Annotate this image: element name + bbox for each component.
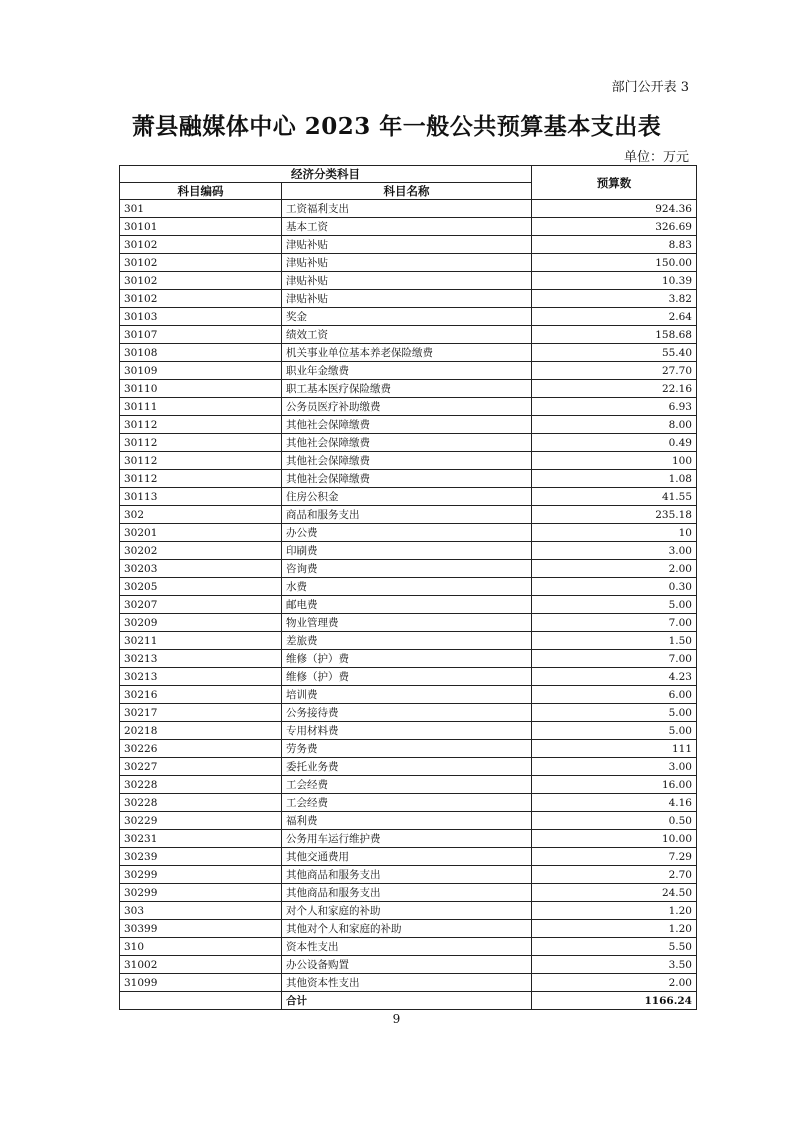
code-cell: 20218	[120, 722, 282, 740]
amount-cell: 1.08	[532, 470, 697, 488]
code-cell: 30102	[120, 254, 282, 272]
table-row	[120, 290, 697, 308]
table-row	[120, 416, 697, 434]
code-cell: 30229	[120, 812, 282, 830]
page-title: 萧县融媒体中心 2023 年一般公共预算基本支出表	[131, 113, 662, 140]
code-cell: 30231	[120, 830, 282, 848]
amount-cell: 1.50	[532, 632, 697, 650]
table-row	[120, 452, 697, 470]
name-cell: 维修（护）费	[282, 668, 532, 686]
name-cell: 劳务费	[282, 740, 532, 758]
name-cell: 福利费	[282, 812, 532, 830]
amount-cell: 8.83	[532, 236, 697, 254]
name-cell: 商品和服务支出	[282, 506, 532, 524]
table-row	[120, 740, 697, 758]
name-cell: 差旅费	[282, 632, 532, 650]
code-cell: 30213	[120, 650, 282, 668]
code-cell: 30399	[120, 920, 282, 938]
table-row	[120, 344, 697, 362]
table-row	[120, 974, 697, 992]
code-cell: 30112	[120, 470, 282, 488]
code-cell: 30205	[120, 578, 282, 596]
name-cell: 办公费	[282, 524, 532, 542]
total-code-cell	[120, 992, 282, 1010]
code-cell: 30113	[120, 488, 282, 506]
name-cell: 咨询费	[282, 560, 532, 578]
code-cell: 30239	[120, 848, 282, 866]
amount-cell: 5.00	[532, 596, 697, 614]
table-row	[120, 218, 697, 236]
table-row	[120, 938, 697, 956]
name-cell: 其他交通费用	[282, 848, 532, 866]
header-row-group	[120, 166, 697, 183]
amount-cell: 4.16	[532, 794, 697, 812]
code-cell: 30102	[120, 290, 282, 308]
amount-cell: 158.68	[532, 326, 697, 344]
table-row	[120, 200, 697, 218]
name-cell: 基本工资	[282, 218, 532, 236]
amount-cell: 111	[532, 740, 697, 758]
table-row	[120, 542, 697, 560]
name-cell: 培训费	[282, 686, 532, 704]
table-row	[120, 722, 697, 740]
code-cell: 310	[120, 938, 282, 956]
name-cell: 工会经费	[282, 794, 532, 812]
amount-cell: 0.49	[532, 434, 697, 452]
name-cell: 津贴补贴	[282, 254, 532, 272]
amount-cell: 7.00	[532, 650, 697, 668]
code-cell: 31099	[120, 974, 282, 992]
code-cell: 30107	[120, 326, 282, 344]
amount-cell: 55.40	[532, 344, 697, 362]
table-row	[120, 830, 697, 848]
amount-cell: 41.55	[532, 488, 697, 506]
name-cell: 津贴补贴	[282, 272, 532, 290]
amount-cell: 5.00	[532, 722, 697, 740]
code-cell: 30216	[120, 686, 282, 704]
code-cell: 30299	[120, 884, 282, 902]
table-row	[120, 236, 697, 254]
code-cell: 30112	[120, 434, 282, 452]
amount-cell: 1.20	[532, 902, 697, 920]
table-row	[120, 776, 697, 794]
table-row	[120, 434, 697, 452]
total-row	[120, 992, 697, 1010]
amount-cell: 3.00	[532, 542, 697, 560]
amount-header: 预算数	[532, 166, 697, 200]
amount-cell: 6.93	[532, 398, 697, 416]
table-body	[120, 200, 697, 992]
table-row	[120, 380, 697, 398]
table-row	[120, 470, 697, 488]
amount-cell: 100	[532, 452, 697, 470]
code-cell: 30111	[120, 398, 282, 416]
code-cell: 302	[120, 506, 282, 524]
amount-cell: 7.00	[532, 614, 697, 632]
amount-cell: 150.00	[532, 254, 697, 272]
amount-cell: 8.00	[532, 416, 697, 434]
name-cell: 其他对个人和家庭的补助	[282, 920, 532, 938]
table-row	[120, 668, 697, 686]
name-cell: 其他社会保障缴费	[282, 416, 532, 434]
code-cell: 30203	[120, 560, 282, 578]
name-cell: 工会经费	[282, 776, 532, 794]
table-row	[120, 902, 697, 920]
amount-cell: 235.18	[532, 506, 697, 524]
code-cell: 30217	[120, 704, 282, 722]
amount-cell: 0.30	[532, 578, 697, 596]
table-row	[120, 272, 697, 290]
name-cell: 邮电费	[282, 596, 532, 614]
name-cell: 物业管理费	[282, 614, 532, 632]
code-cell: 30103	[120, 308, 282, 326]
name-cell: 职工基本医疗保险缴费	[282, 380, 532, 398]
code-cell: 30226	[120, 740, 282, 758]
name-cell: 奖金	[282, 308, 532, 326]
code-cell: 30109	[120, 362, 282, 380]
code-cell: 31002	[120, 956, 282, 974]
amount-cell: 4.23	[532, 668, 697, 686]
code-cell: 30299	[120, 866, 282, 884]
amount-cell: 2.00	[532, 974, 697, 992]
name-cell: 水费	[282, 578, 532, 596]
name-cell: 住房公积金	[282, 488, 532, 506]
name-cell: 公务用车运行维护费	[282, 830, 532, 848]
table-row	[120, 758, 697, 776]
unit-label: 单位：万元	[623, 150, 689, 165]
name-cell: 对个人和家庭的补助	[282, 902, 532, 920]
name-cell: 绩效工资	[282, 326, 532, 344]
code-cell: 30112	[120, 416, 282, 434]
amount-cell: 2.64	[532, 308, 697, 326]
name-cell: 资本性支出	[282, 938, 532, 956]
table-row	[120, 596, 697, 614]
amount-cell: 326.69	[532, 218, 697, 236]
code-cell: 30207	[120, 596, 282, 614]
name-cell: 其他商品和服务支出	[282, 884, 532, 902]
amount-cell: 16.00	[532, 776, 697, 794]
total-label: 合计	[282, 992, 532, 1010]
table-row	[120, 704, 697, 722]
amount-cell: 2.70	[532, 866, 697, 884]
amount-cell: 3.50	[532, 956, 697, 974]
table-row	[120, 650, 697, 668]
corner-label: 部门公开表 3	[611, 80, 689, 95]
code-cell: 301	[120, 200, 282, 218]
table-row	[120, 560, 697, 578]
table-row	[120, 578, 697, 596]
name-cell: 津贴补贴	[282, 236, 532, 254]
table-row	[120, 398, 697, 416]
table-row	[120, 956, 697, 974]
code-cell: 30209	[120, 614, 282, 632]
code-header: 科目编码	[120, 183, 282, 200]
amount-cell: 10	[532, 524, 697, 542]
table-row	[120, 308, 697, 326]
group-header: 经济分类科目	[120, 166, 532, 183]
table-row	[120, 254, 697, 272]
amount-cell: 924.36	[532, 200, 697, 218]
code-cell: 30201	[120, 524, 282, 542]
name-cell: 公务接待费	[282, 704, 532, 722]
amount-cell: 27.70	[532, 362, 697, 380]
table-row	[120, 326, 697, 344]
amount-cell: 5.50	[532, 938, 697, 956]
total-amount: 1166.24	[532, 992, 697, 1010]
table-row	[120, 488, 697, 506]
name-cell: 维修（护）费	[282, 650, 532, 668]
table-row	[120, 614, 697, 632]
name-header: 科目名称	[282, 183, 532, 200]
table-row	[120, 920, 697, 938]
name-cell: 办公设备购置	[282, 956, 532, 974]
code-cell: 30102	[120, 236, 282, 254]
name-cell: 其他社会保障缴费	[282, 434, 532, 452]
code-cell: 30211	[120, 632, 282, 650]
amount-cell: 22.16	[532, 380, 697, 398]
table-row	[120, 794, 697, 812]
table-row	[120, 848, 697, 866]
amount-cell: 5.00	[532, 704, 697, 722]
name-cell: 其他社会保障缴费	[282, 452, 532, 470]
table-row	[120, 866, 697, 884]
code-cell: 30202	[120, 542, 282, 560]
name-cell: 其他商品和服务支出	[282, 866, 532, 884]
table-row	[120, 686, 697, 704]
name-cell: 津贴补贴	[282, 290, 532, 308]
code-cell: 30112	[120, 452, 282, 470]
table-row	[120, 632, 697, 650]
table-row	[120, 524, 697, 542]
code-cell: 30108	[120, 344, 282, 362]
name-cell: 职业年金缴费	[282, 362, 532, 380]
code-cell: 303	[120, 902, 282, 920]
table-row	[120, 884, 697, 902]
code-cell: 30228	[120, 794, 282, 812]
amount-cell: 3.82	[532, 290, 697, 308]
name-cell: 专用材料费	[282, 722, 532, 740]
amount-cell: 1.20	[532, 920, 697, 938]
budget-table	[119, 165, 697, 1010]
amount-cell: 24.50	[532, 884, 697, 902]
code-cell: 30102	[120, 272, 282, 290]
amount-cell: 0.50	[532, 812, 697, 830]
code-cell: 30227	[120, 758, 282, 776]
code-cell: 30110	[120, 380, 282, 398]
table-row	[120, 362, 697, 380]
name-cell: 委托业务费	[282, 758, 532, 776]
code-cell: 30101	[120, 218, 282, 236]
amount-cell: 6.00	[532, 686, 697, 704]
table-row	[120, 812, 697, 830]
name-cell: 工资福利支出	[282, 200, 532, 218]
code-cell: 30213	[120, 668, 282, 686]
name-cell: 公务员医疗补助缴费	[282, 398, 532, 416]
name-cell: 其他社会保障缴费	[282, 470, 532, 488]
name-cell: 机关事业单位基本养老保险缴费	[282, 344, 532, 362]
amount-cell: 10.00	[532, 830, 697, 848]
name-cell: 其他资本性支出	[282, 974, 532, 992]
page-number: 9	[392, 1012, 401, 1026]
table-row	[120, 506, 697, 524]
amount-cell: 10.39	[532, 272, 697, 290]
code-cell: 30228	[120, 776, 282, 794]
name-cell: 印刷费	[282, 542, 532, 560]
amount-cell: 3.00	[532, 758, 697, 776]
amount-cell: 7.29	[532, 848, 697, 866]
amount-cell: 2.00	[532, 560, 697, 578]
